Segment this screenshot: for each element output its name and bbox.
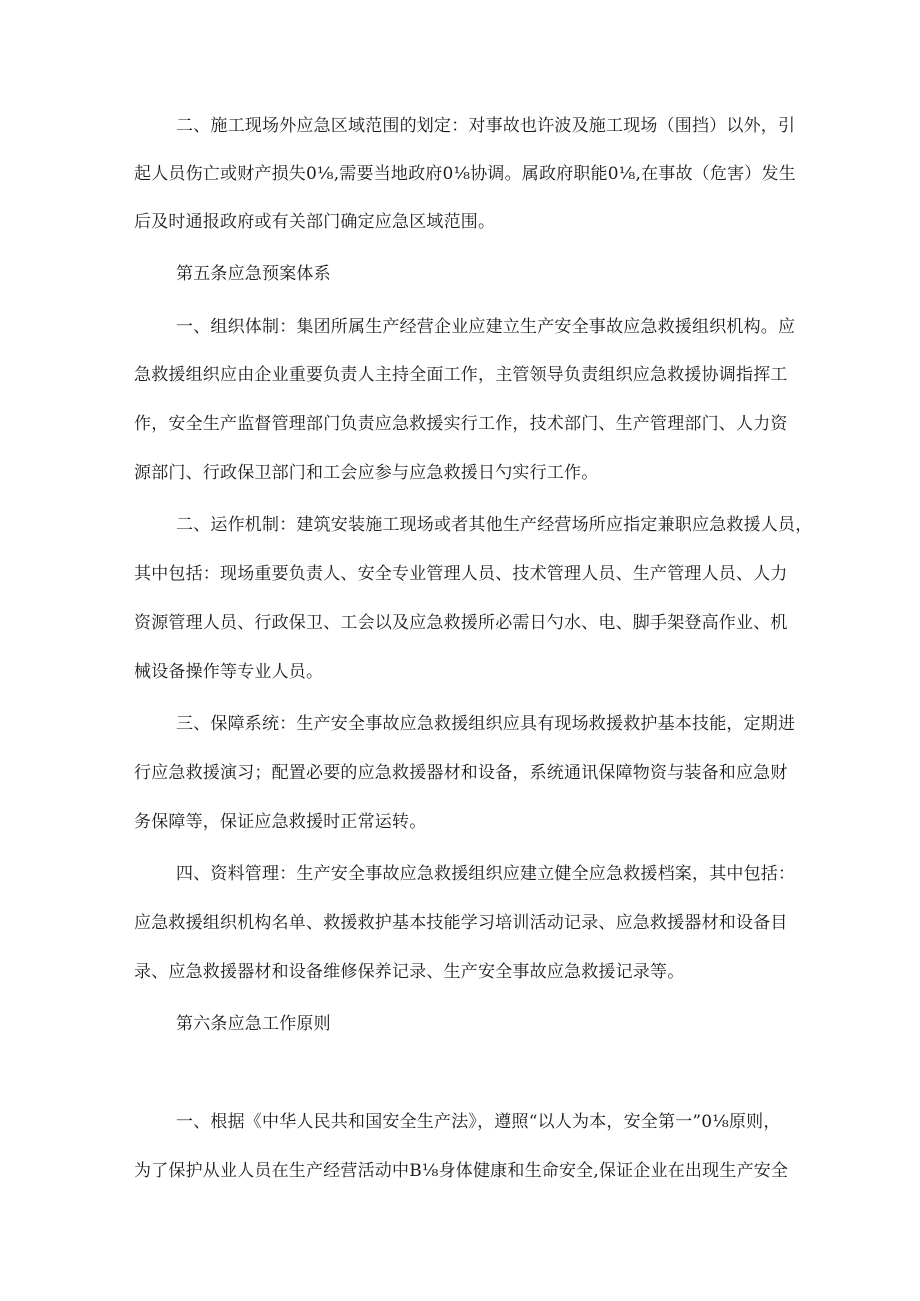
text-line: 一、根据《中华人民共和国安全生产法》，遵照“以人为本，安全第一”0⅛原则， bbox=[176, 1112, 781, 1132]
text-line: 二、运作机制：建筑安装施工现场或者其他生产经营场所应指定兼职应急救援人员， bbox=[176, 515, 813, 535]
text-line: 后及时通报政府或有关部门确定应急区域范围。 bbox=[134, 212, 496, 232]
text-line: 三、保障系统：生产安全事故应急救援组织应具有现场救援救护基本技能，定期进 bbox=[176, 714, 796, 734]
text-line: 为了保护从业人员在生产经营活动中B⅛身体健康和生命安全,保证企业在出现生产安全 bbox=[134, 1161, 789, 1181]
text-line: 二、施工现场外应急区域范围的划定：对事故也许波及施工现场（围挡）以外，引 bbox=[176, 116, 796, 136]
text-line: 械设备操作等专业人员。 bbox=[134, 662, 324, 682]
section-heading: 第六条应急工作原则 bbox=[176, 1014, 331, 1034]
text-line: 行应急救援演习；配置必要的应急救援器材和设备，系统通讯保障物资与装备和应急财 bbox=[134, 763, 788, 783]
text-line: 作，安全生产监督管理部门负责应急救援实行工作，技术部门、生产管理部门、人力资 bbox=[134, 414, 788, 434]
text-line: 一、组织体制：集团所属生产经营企业应建立生产安全事故应急救援组织机构。应 bbox=[176, 317, 796, 337]
text-line: 急救援组织应由企业重要负责人主持全面工作，主管领导负责组织应急救援协调指挥工 bbox=[134, 365, 788, 385]
text-line: 务保障等，保证应急救援时正常运转。 bbox=[134, 812, 427, 832]
text-line: 资源管理人员、行政保卫、工会以及应急救援所必需日勺水、电、脚手架登高作业、机 bbox=[134, 613, 788, 633]
text-line: 源部门、行政保卫部门和工会应参与应急救援日勺实行工作。 bbox=[134, 463, 599, 483]
text-line: 其中包括：现场重要负责人、安全专业管理人员、技术管理人员、生产管理人员、人力 bbox=[134, 564, 788, 584]
text-line: 起人员伤亡或财产损失0⅛,需要当地政府0⅛协调。属政府职能0⅛,在事故（危害）发生 bbox=[134, 164, 796, 184]
text-line: 四、资料管理：生产安全事故应急救援组织应建立健全应急救援档案，其中包括： bbox=[176, 864, 796, 884]
section-heading: 第五条应急预案体系 bbox=[176, 264, 331, 284]
text-line: 录、应急救援器材和设备维修保养记录、生产安全事故应急救援记录等。 bbox=[134, 962, 685, 982]
text-line: 应急救援组织机构名单、救援救护基本技能学习培训活动记录、应急救援器材和设备目 bbox=[134, 913, 788, 933]
